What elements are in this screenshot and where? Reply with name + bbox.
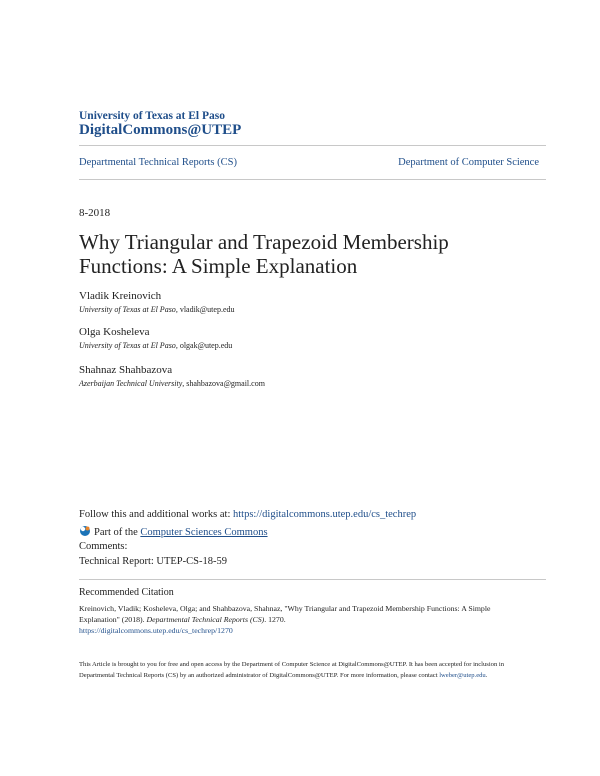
publication-date: 8-2018 xyxy=(79,207,111,219)
technical-report-number: Technical Report: UTEP-CS-18-59 xyxy=(79,556,227,567)
citation-divider xyxy=(79,579,546,580)
footer-text: This Article is brought to you for free and open access by the Department of Computer Science at DigitalCommons@UTEP. It has been accepted for inclusion in Departmental Technical Reports (CS) by an authorized administrator of DigitalCommons@UTEP. For more information, please contact xyxy=(79,661,505,679)
author-name[interactable]: Vladik Kreinovich xyxy=(79,290,162,302)
author-affiliation xyxy=(79,341,232,350)
citation-heading: Recommended Citation xyxy=(79,587,174,598)
author-email: , olgak@utep.edu xyxy=(175,341,233,350)
nav-link-department[interactable]: Department of Computer Science xyxy=(398,157,539,168)
affiliation-name: University of Texas at El Paso xyxy=(79,305,176,314)
footer-notice xyxy=(79,659,529,681)
contact-email-link[interactable]: lweber@utep.edu xyxy=(439,672,486,679)
author-affiliation xyxy=(79,379,265,388)
article-title xyxy=(79,230,519,278)
nav-link-departmental-reports[interactable]: Departmental Technical Reports (CS) xyxy=(79,157,237,168)
follow-label: Follow this and additional works at: xyxy=(79,509,233,520)
author-affiliation xyxy=(79,305,235,314)
author-name[interactable]: Shahnaz Shahbazova xyxy=(79,364,173,376)
computer-sciences-commons-link[interactable]: Computer Sciences Commons xyxy=(140,527,268,538)
part-of-line xyxy=(79,525,268,538)
citation-url-link[interactable]: https://digitalcommons.utep.edu/cs_techrep/1270 xyxy=(79,626,233,635)
author-email: , vladik@utep.edu xyxy=(175,305,235,314)
affiliation-name: University of Texas at El Paso xyxy=(79,341,176,350)
header-divider-top xyxy=(79,145,546,146)
affiliation-name: Azerbaijan Technical University xyxy=(79,379,183,388)
network-icon xyxy=(79,525,91,537)
footer-end: . xyxy=(485,672,488,679)
citation-body: Kreinovich, Vladik; Kosheleva, Olga; and Shahbazova, Shahnaz, "Why Triangular and Trapezoid Membership Functions: A Simple Explanation" (2018). xyxy=(79,604,491,624)
citation-text xyxy=(79,603,529,636)
header-divider-bottom xyxy=(79,179,546,180)
citation-number: . 1270. xyxy=(264,615,286,624)
author-name[interactable]: Olga Kosheleva xyxy=(79,326,150,338)
title-line-2: Functions: A Simple Explanation xyxy=(79,254,358,278)
citation-series: Departmental Technical Reports (CS) xyxy=(146,615,265,624)
comments-label: Comments: xyxy=(79,541,128,552)
follow-line xyxy=(79,509,416,520)
repository-name[interactable]: DigitalCommons@UTEP xyxy=(79,122,242,138)
follow-url-link[interactable]: https://digitalcommons.utep.edu/cs_techrep xyxy=(233,509,417,520)
author-email: , shahbazova@gmail.com xyxy=(182,379,265,388)
title-line-1: Why Triangular and Trapezoid Membership xyxy=(79,230,449,254)
part-of-label: Part of the xyxy=(94,527,141,538)
institution-name[interactable]: University of Texas at El Paso xyxy=(79,110,225,122)
